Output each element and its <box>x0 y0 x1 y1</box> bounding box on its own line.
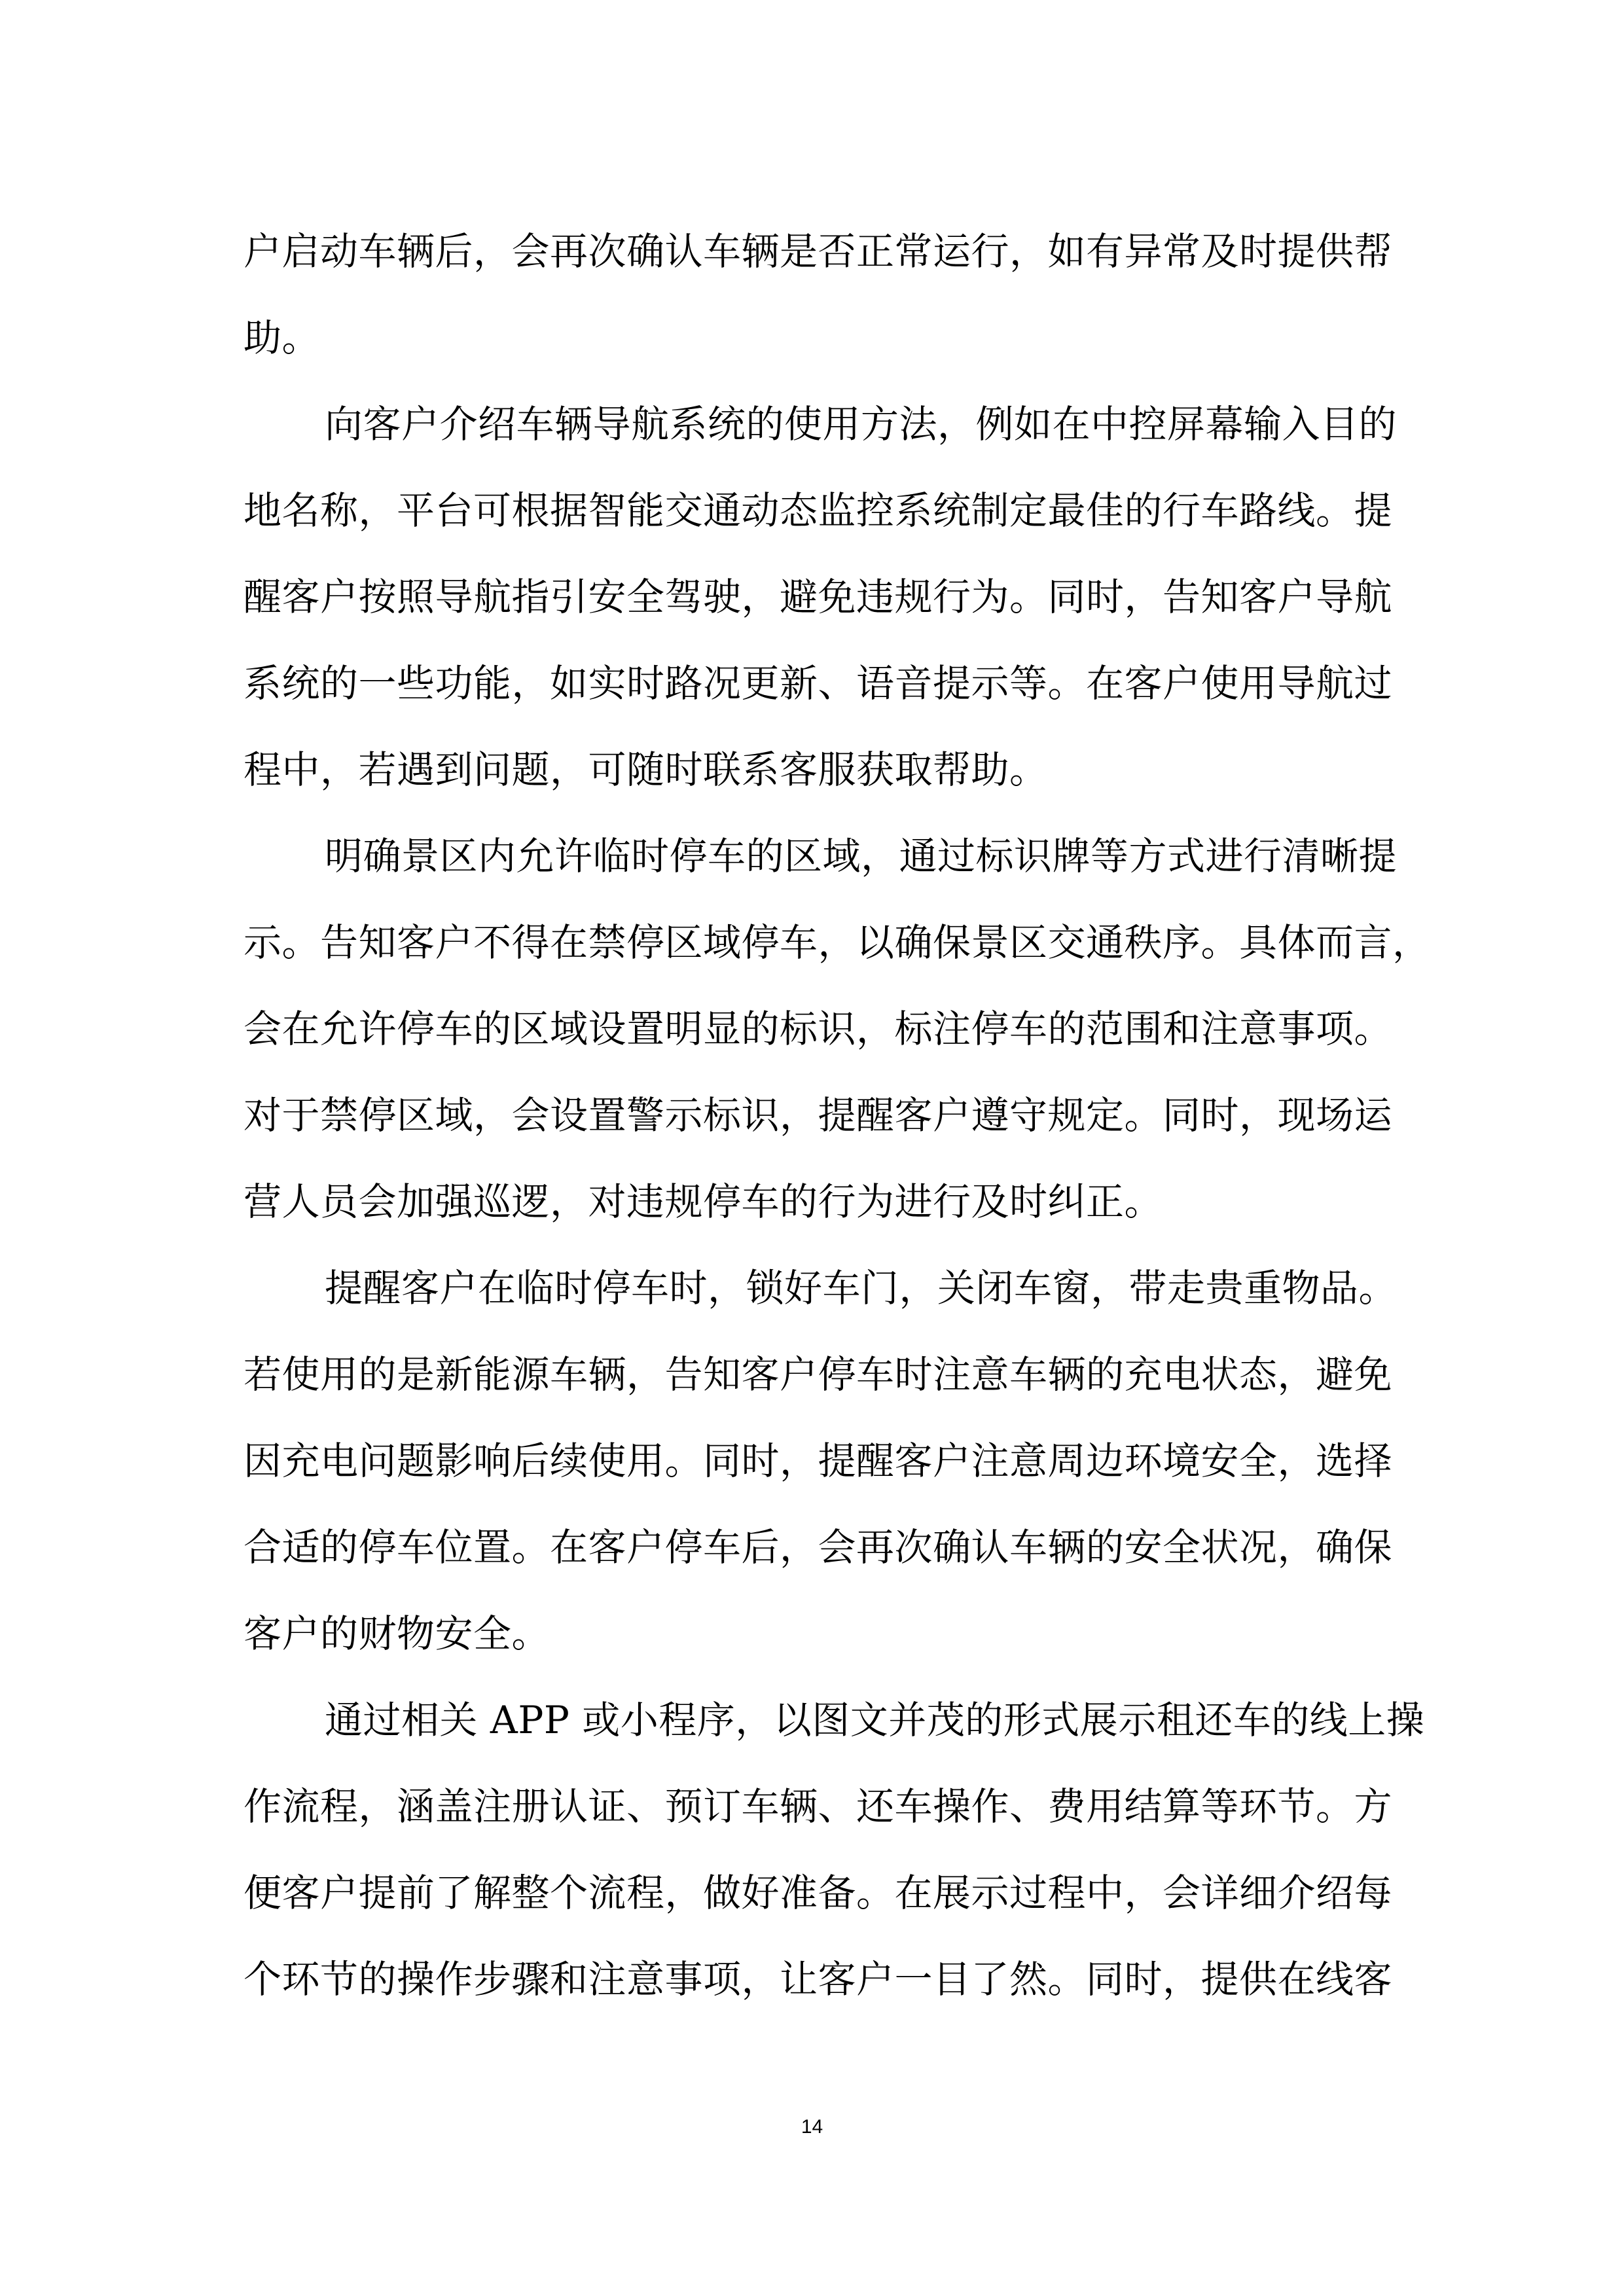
page-number: 14 <box>801 2116 823 2138</box>
text-line: 会在允许停车的区域设置明显的标识，标注停车的范围和注意事项。 <box>244 1007 1393 1051</box>
paragraph-first-line: 提醒客户在临时停车时，锁好车门，关闭车窗，带走贵重物品。 <box>325 1266 1398 1310</box>
text-line: 户启动车辆后，会再次确认车辆是否正常运行，如有异常及时提供帮 <box>244 229 1393 274</box>
paragraph-first-line: 明确景区内允许临时停车的区域，通过标识牌等方式进行清晰提 <box>325 834 1398 878</box>
body-text <box>244 208 1431 2022</box>
text-line: 醒客户按照导航指引安全驾驶，避免违规行为。同时，告知客户导航 <box>244 575 1393 619</box>
text-line: 便客户提前了解整个流程，做好准备。在展示过程中，会详细介绍每 <box>244 1871 1393 1915</box>
text-line: 若使用的是新能源车辆，告知客户停车时注意车辆的充电状态，避免 <box>244 1352 1393 1397</box>
text-line: 助。 <box>244 315 321 360</box>
text-line: 程中，若遇到问题，可随时联系客服获取帮助。 <box>244 747 1048 792</box>
text-line: 因充电问题影响后续使用。同时，提醒客户注意周边环境安全，选择 <box>244 1439 1393 1483</box>
text-line: 作流程，涵盖注册认证、预订车辆、还车操作、费用结算等环节。方 <box>244 1784 1393 1829</box>
text-line: 个环节的操作步骤和注意事项，让客户一目了然。同时，提供在线客 <box>244 1957 1393 2001</box>
text-line: 地名称，平台可根据智能交通动态监控系统制定最佳的行车路线。提 <box>244 488 1393 533</box>
paragraph-first-line: 通过相关 APP 或小程序，以图文并茂的形式展示租还车的线上操 <box>325 1698 1425 1742</box>
text-line: 营人员会加强巡逻，对违规停车的行为进行及时纠正。 <box>244 1179 1163 1224</box>
text-line: 合适的停车位置。在客户停车后，会再次确认车辆的安全状况，确保 <box>244 1525 1393 1570</box>
text-line: 示。告知客户不得在禁停区域停车，以确保景区交通秩序。具体而言， <box>244 920 1431 965</box>
paragraph-first-line: 向客户介绍车辆导航系统的使用方法，例如在中控屏幕输入目的 <box>325 402 1398 446</box>
text-line: 系统的一些功能，如实时路况更新、语音提示等。在客户使用导航过 <box>244 661 1393 706</box>
text-line: 对于禁停区域，会设置警示标识，提醒客户遵守规定。同时，现场运 <box>244 1093 1393 1138</box>
text-line: 客户的财物安全。 <box>244 1611 550 1656</box>
